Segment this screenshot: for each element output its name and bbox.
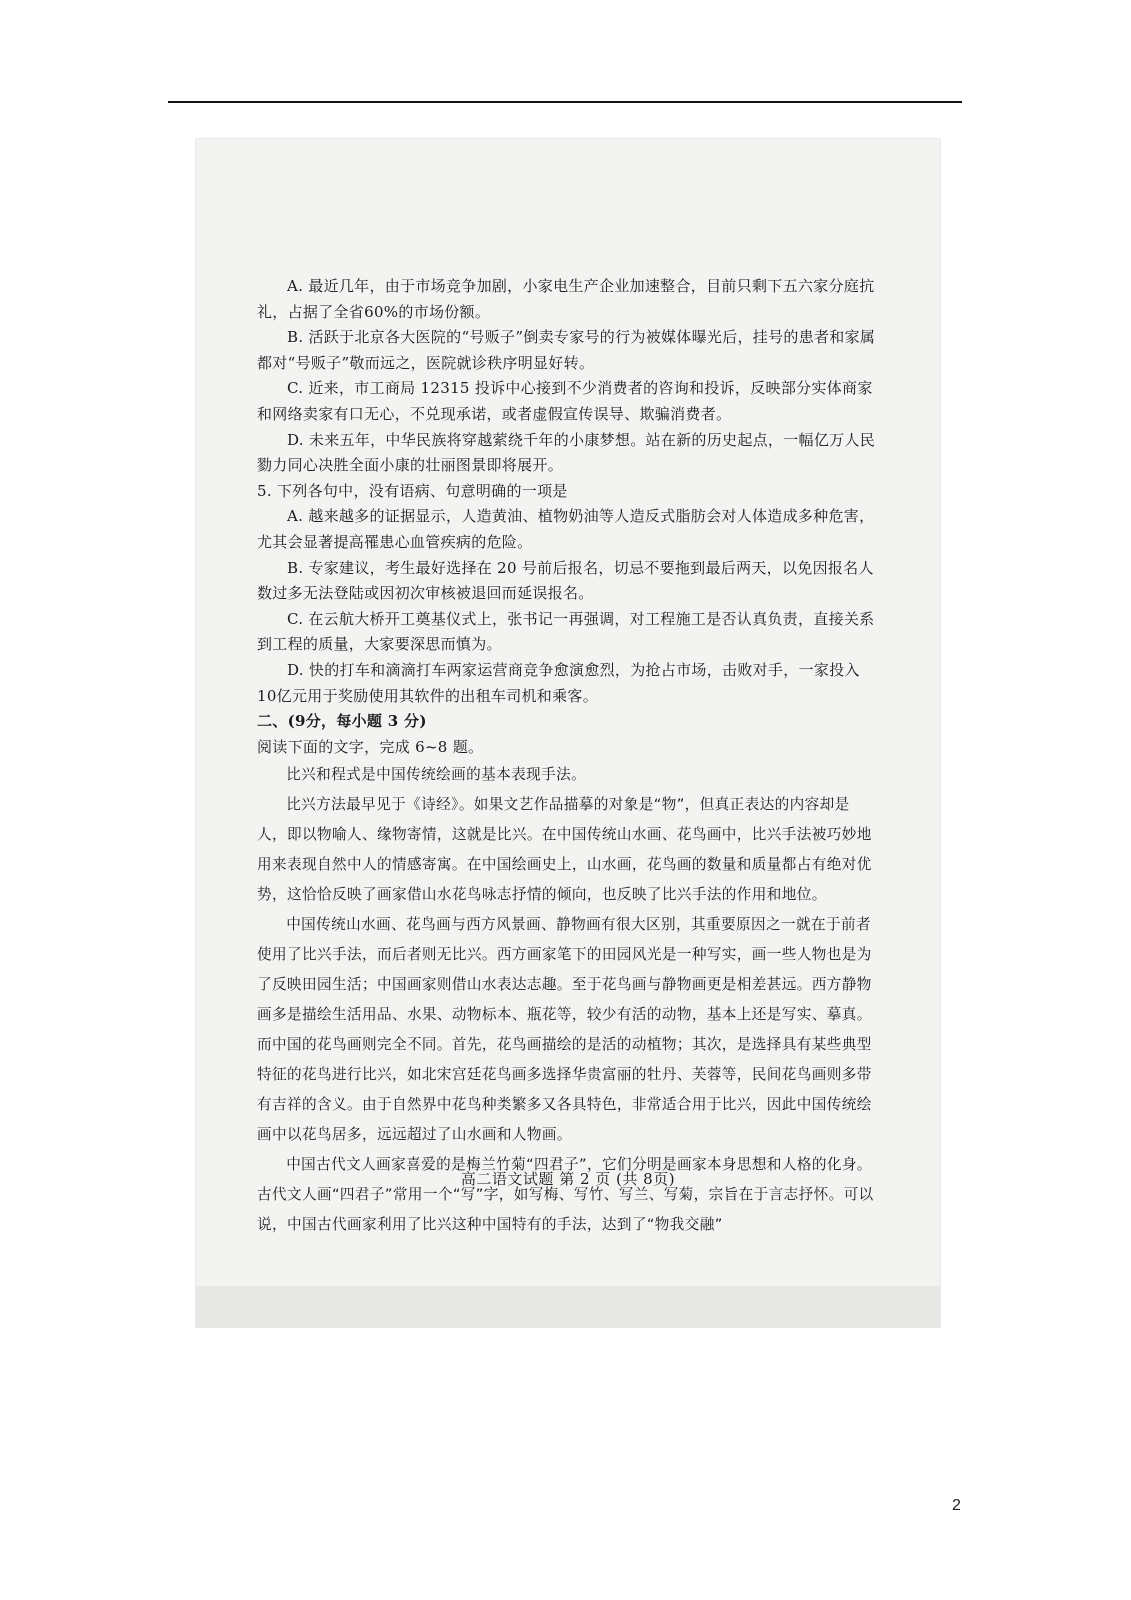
page-number: 2 <box>952 1497 961 1514</box>
q5-option-a: A. 越来越多的证据显示，人造黄油、植物奶油等人造反式脂肪会对人体造成多种危害，尤其会显著提高罹患心血管疾病的危险。 <box>257 507 875 551</box>
q4-option-c: C. 近来，市工商局 12315 投诉中心接到不少消费者的咨询和投诉，反映部分实体商家和网络卖家有口无心，不兑现承诺，或者虚假宣传误导、欺骗消费者。 <box>257 379 873 423</box>
q4-option-a: A. 最近几年，由于市场竞争加剧，小家电生产企业加速整合，目前只剩下五六家分庭抗礼，占据了全省60%的市场份额。 <box>257 277 875 321</box>
q4-option-d: D. 未来五年，中华民族将穿越萦绕千年的小康梦想。站在新的历史起点，一幅亿万人民勠力同心决胜全面小康的壮丽图景即将展开。 <box>257 430 876 475</box>
passage-paragraph-4: 中国古代文人画家喜爱的是梅兰竹菊“四君子”，它们分明是画家本身思想和人格的化身。古代文人画“四君子”常用一个“写”字，如写梅、写竹、写兰、写菊，宗旨在于言志抒怀。可以说，中国古代画家利用了比兴这种中国特有的手法，达到了“物我交融” <box>257 1156 874 1234</box>
q5-option-b: B. 专家建议，考生最好选择在 20 号前后报名，切忌不要拖到最后两天，以免因报名人数过多无法登陆或因初次审核被退回而延误报名。 <box>257 558 874 603</box>
section-2-title: 二、(9分，每小题 3 分) <box>257 712 427 731</box>
scan-bottom-band <box>195 1286 941 1328</box>
passage-paragraph-3: 中国传统山水画、花鸟画与西方风景画、静物画有很大区别，其重要原因之一就在于前者使用了比兴手法，而后者则无比兴。西方画家笔下的田园风光是一种写实，画一些人物也是为了反映田园生活；中国画家则借山水表达志趣。至于花鸟画与静物画更是相差甚远。西方静物画多是描绘生活用品、水果、动物标本、瓶花等，较少有活的动物，基本上还是写实、摹真。而中国的花鸟画则完全不同。首先，花鸟画描绘的是活的动植物；其次，是选择具有某些典型特征的花鸟进行比兴，如北宋宫廷花鸟画多选择华贵富丽的牡丹、芙蓉等，民间花鸟画则多带有吉祥的含义。由于自然界中花鸟种类繁多又各具特色，非常适合用于比兴，因此中国传统绘画中以花鸟居多，远远超过了山水画和人物画。 <box>257 916 872 1144</box>
passage-paragraph-2: 比兴方法最早见于《诗经》。如果文艺作品描摹的对象是“物”，但真正表达的内容却是人，即以物喻人、缘物寄情，这就是比兴。在中国传统山水画、花鸟画中，比兴手法被巧妙地用来表现自然中人的情感寄寓。在中国绘画史上，山水画，花鸟画的数量和质量都占有绝对优势，这恰恰反映了画家借山水花鸟咏志抒情的倾向，也反映了比兴手法的作用和地位。 <box>257 796 872 904</box>
q5-option-d: D. 快的打车和滴滴打车两家运营商竞争愈演愈烈，为抢占市场，击败对手，一家投入10亿元用于奖励使用其软件的出租车司机和乘客。 <box>257 660 860 705</box>
question-5-stem: 5. 下列各句中，没有语病、句意明确的一项是 <box>257 481 568 500</box>
header-rule <box>168 101 962 103</box>
exam-page-footer: 高二语文试题 第 2 页 (共 8页) <box>460 1170 676 1188</box>
passage-paragraph-1: 比兴和程式是中国传统绘画的基本表现手法。 <box>286 766 587 784</box>
q4-option-b: B. 活跃于北京各大医院的“号贩子”倒卖专家号的行为被媒体曝光后，挂号的患者和家属都对“号贩子”敬而远之，医院就诊秩序明显好转。 <box>257 328 876 372</box>
q5-option-c: C. 在云航大桥开工奠基仪式上，张书记一再强调，对工程施工是否认真负责，直接关系到工程的质量，大家要深思而慎为。 <box>257 609 875 654</box>
scanned-exam-page <box>195 138 941 1328</box>
section-2-instruction: 阅读下面的文字，完成 6~8 题。 <box>257 737 484 756</box>
exam-content <box>257 274 877 1240</box>
